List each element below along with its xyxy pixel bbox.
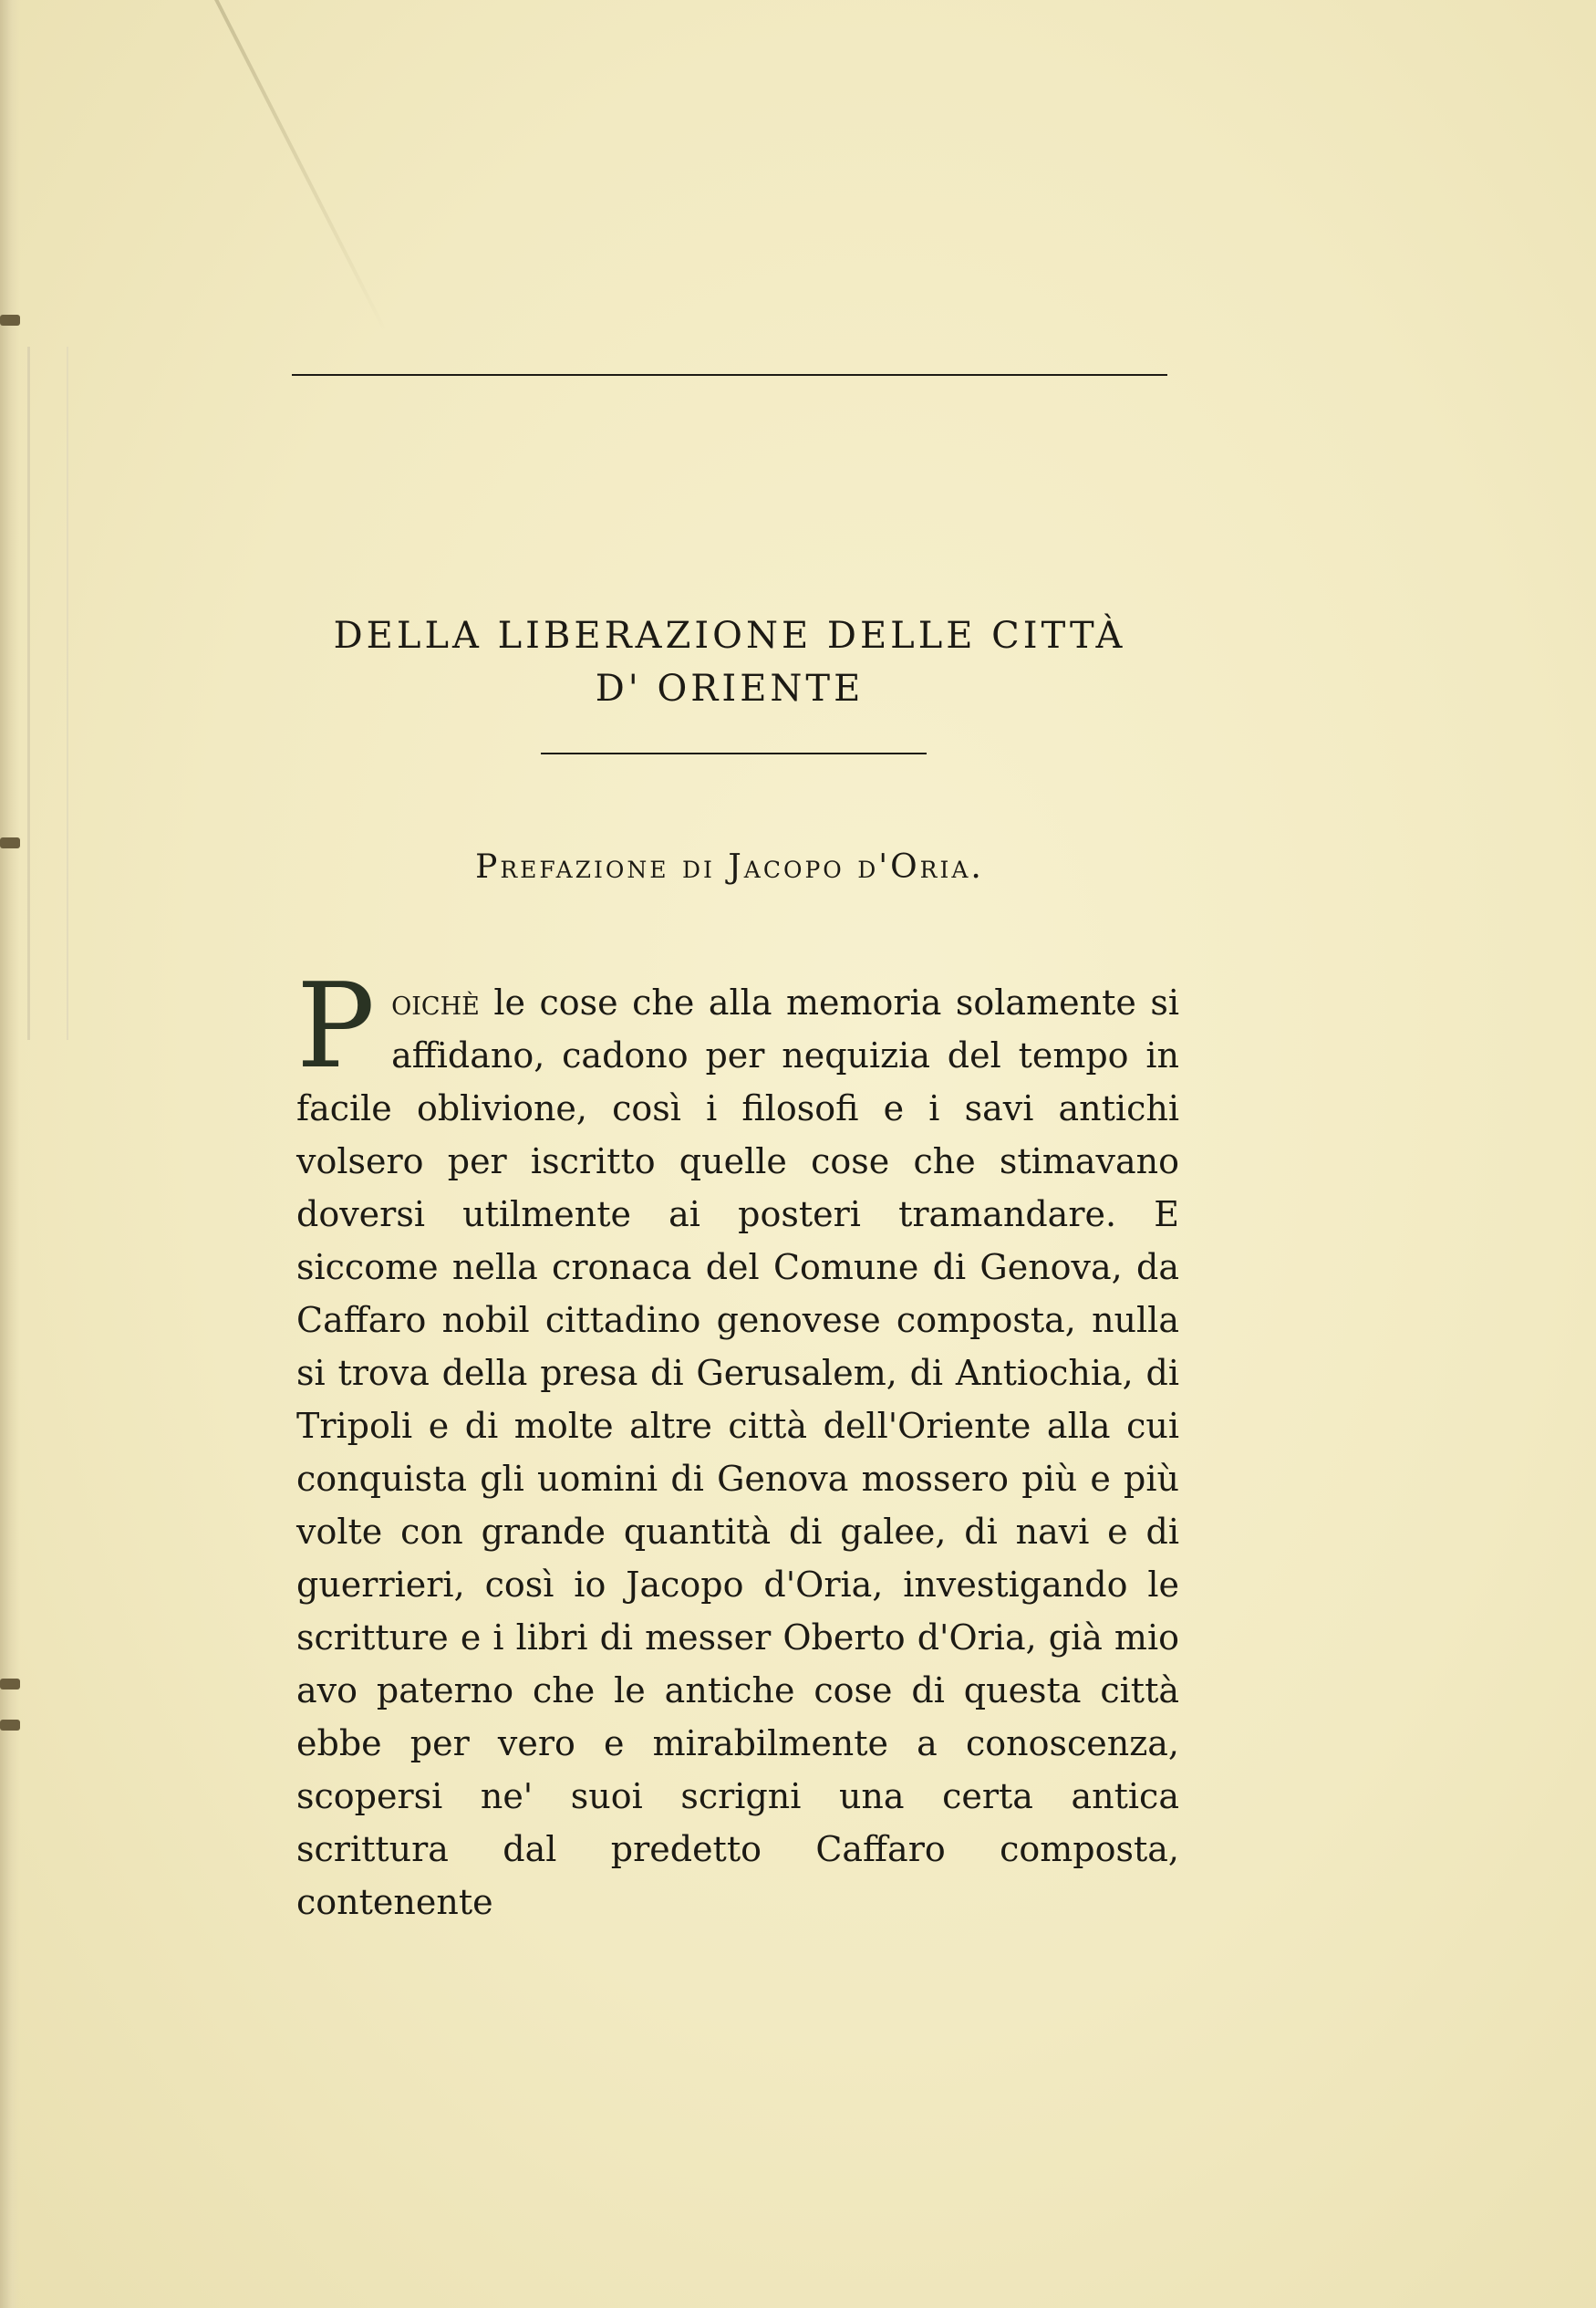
- page-binding: [0, 0, 20, 2308]
- paper-crease: [210, 0, 387, 332]
- first-word-rest: oichè: [391, 982, 480, 1023]
- body-paragraph: le cose che alla memoria solamente si affidano, cadono per nequizia del tempo in facile oblivione, così i filosofi e i savi antichi volsero per iscritto quelle cose che stimavano doversi utilmente ai posteri tramandare. E siccome nella cronaca del Comune di Genova, da Caffaro nobil cittadino genovese composta, nulla si trova della presa di Gerusalem, di Antiochia, di Tripoli e di molte altre città dell'Oriente alla cui conquista gli uomini di Genova mossero più e più volte con grande quantità di galee, di navi e di guerrieri, così io Jacopo d'Oria, investigando le scritture e i libri di messer Oberto d'Oria, già mio avo paterno che le antiche cose di questa città ebbe per vero e mirabilmente a conoscenza, scopersi ne' suoi scrigni una certa antica scrittura dal predetto Caffaro composta, contenente: [296, 982, 1179, 1922]
- title-rule: [541, 753, 927, 754]
- binding-stitch: [0, 1679, 20, 1689]
- binding-stitch: [0, 315, 20, 326]
- drop-cap: P: [296, 959, 376, 1095]
- chapter-title-line-2: D' ORIENTE: [595, 668, 865, 710]
- header-rule: [292, 374, 1167, 376]
- binding-thread: [27, 347, 68, 1040]
- chapter-title: [292, 609, 1167, 715]
- binding-stitch: [0, 837, 20, 848]
- preface-body: [296, 959, 1179, 1929]
- binding-stitch: [0, 1720, 20, 1731]
- preface-heading: Prefazione di Jacopo d'Oria.: [475, 848, 984, 886]
- chapter-title-line-1: DELLA LIBERAZIONE DELLE CITTÀ: [333, 615, 1126, 657]
